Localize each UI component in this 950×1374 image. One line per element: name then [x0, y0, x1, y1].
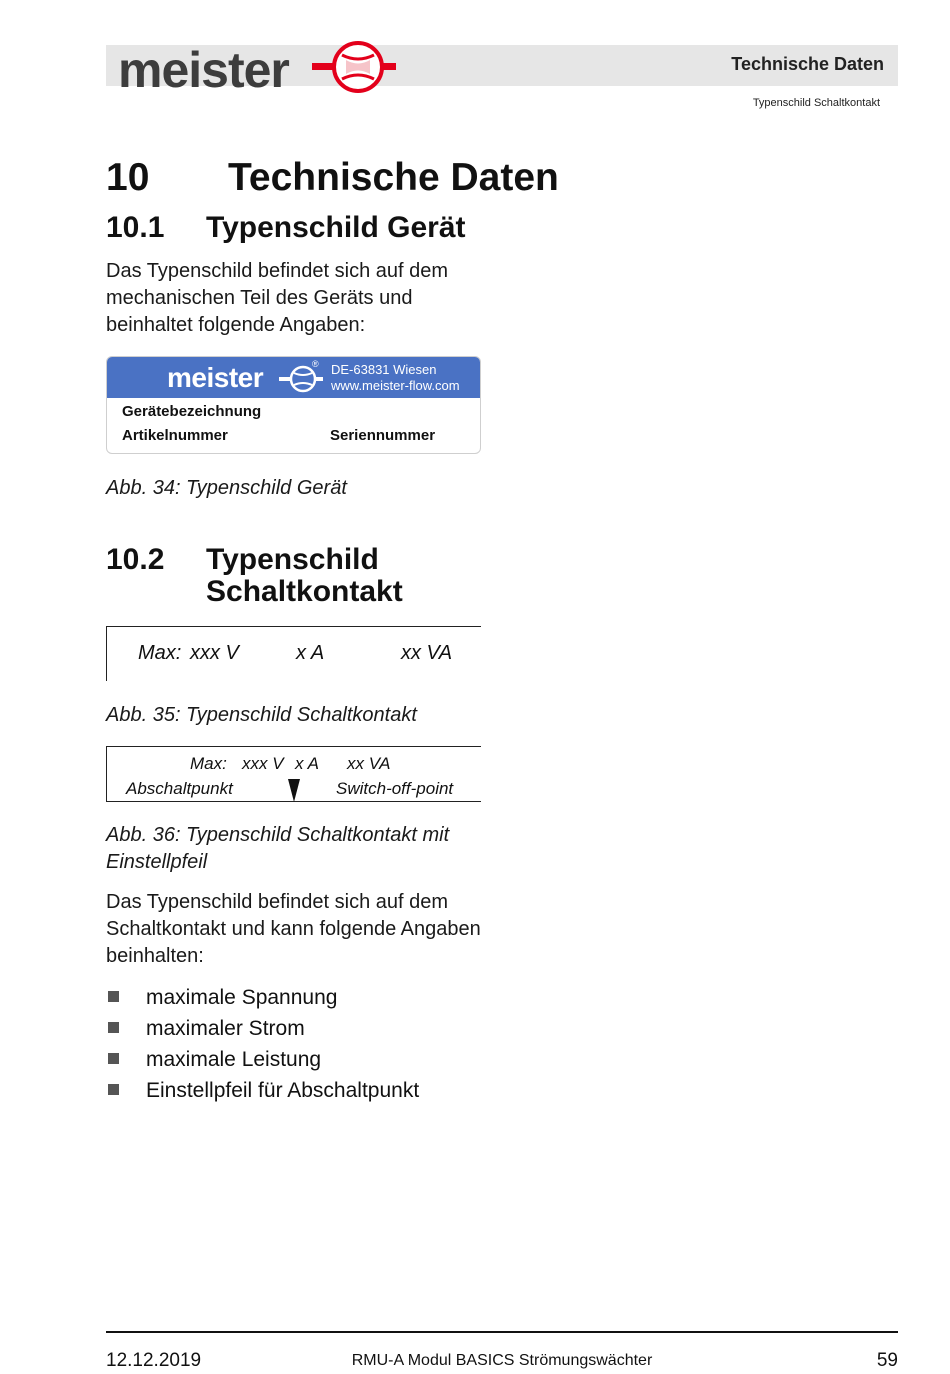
list-item-text: Einstellpfeil für Abschaltpunkt — [146, 1079, 420, 1102]
bullet-list — [106, 984, 419, 1108]
nameplate-address-line2: www.meister-flow.com — [331, 378, 460, 393]
section-heading-10-2 — [106, 544, 506, 610]
paragraph-switch-contact-plate: Das Typenschild befindet sich auf dem Schaltkontakt und kann folgende Angaben beinhalten: — [106, 891, 481, 967]
switch-contact-plate-figure — [106, 626, 481, 681]
bullet-square-icon — [108, 1022, 119, 1033]
list-item-text: maximaler Strom — [146, 1017, 305, 1040]
device-nameplate-figure — [106, 356, 481, 454]
voltage-value: xxx V — [242, 754, 284, 773]
current-value: x A — [295, 754, 319, 773]
nameplate-address-line1: DE-63831 Wiesen — [331, 362, 437, 377]
footer-page-number: 59 — [876, 1350, 898, 1371]
switch-off-label-de: Abschaltpunkt — [126, 779, 233, 798]
max-label: Max: — [138, 642, 182, 664]
nameplate-device-label: Gerätebezeichnung — [122, 403, 262, 420]
nameplate-address — [331, 362, 460, 394]
current-value: x A — [296, 642, 325, 664]
section-heading-10-1 — [106, 212, 506, 246]
paragraph-device-plate: Das Typenschild befindet sich auf dem mechanischen Teil des Geräts und beinhaltet folgende Angaben: — [106, 260, 449, 336]
section-title: Typenschild Gerät — [206, 211, 466, 244]
max-label: Max: — [190, 754, 227, 773]
list-item-text: maximale Leistung — [146, 1048, 322, 1071]
chapter-title: Technische Daten — [228, 156, 559, 199]
section-title-line2: Schaltkontakt — [206, 575, 403, 608]
footer-date: 12.12.2019 — [106, 1350, 202, 1371]
power-value: xx VA — [347, 754, 391, 773]
section-number: 10.1 — [106, 211, 165, 244]
voltage-value: xxx V — [190, 642, 239, 664]
setting-arrow-icon — [287, 777, 301, 803]
figure-caption-35: Abb. 35: Typenschild Schaltkontakt — [106, 704, 417, 726]
bullet-square-icon — [108, 991, 119, 1002]
section-title — [206, 544, 506, 608]
section-number: 10.2 — [106, 543, 165, 576]
header-section-subtitle: Typenschild Schaltkontakt — [752, 97, 880, 109]
section-title-line1: Typenschild — [206, 543, 379, 576]
chapter-heading — [106, 155, 559, 201]
chapter-number: 10 — [106, 156, 150, 199]
switch-off-label-en: Switch-off-point — [336, 779, 454, 798]
list-item — [106, 984, 419, 1015]
bullet-square-icon — [108, 1084, 119, 1095]
header-section-title: Technische Daten — [731, 54, 884, 74]
meister-logo-icon — [312, 38, 396, 96]
list-item-text: maximale Spannung — [146, 986, 338, 1009]
list-item — [106, 1015, 419, 1046]
figure-caption-34: Abb. 34: Typenschild Gerät — [106, 477, 347, 499]
power-value: xx VA — [401, 642, 453, 664]
switch-contact-plate-arrow-figure — [106, 746, 481, 802]
nameplate-serial-label: Seriennummer — [330, 427, 436, 444]
bullet-square-icon — [108, 1053, 119, 1064]
list-item — [106, 1046, 419, 1077]
registered-mark: ® — [312, 359, 319, 369]
nameplate-logo-text: meister — [167, 362, 264, 393]
meister-logo-text: meister — [118, 42, 289, 98]
footer-divider — [106, 1331, 898, 1333]
footer-document-title: RMU-A Modul BASICS Strömungswächter — [351, 1352, 653, 1369]
figure-caption-36: Abb. 36: Typenschild Schaltkontakt mit Einstellpfeil — [106, 824, 450, 873]
nameplate-article-label: Artikelnummer — [122, 427, 228, 444]
list-item — [106, 1077, 419, 1108]
